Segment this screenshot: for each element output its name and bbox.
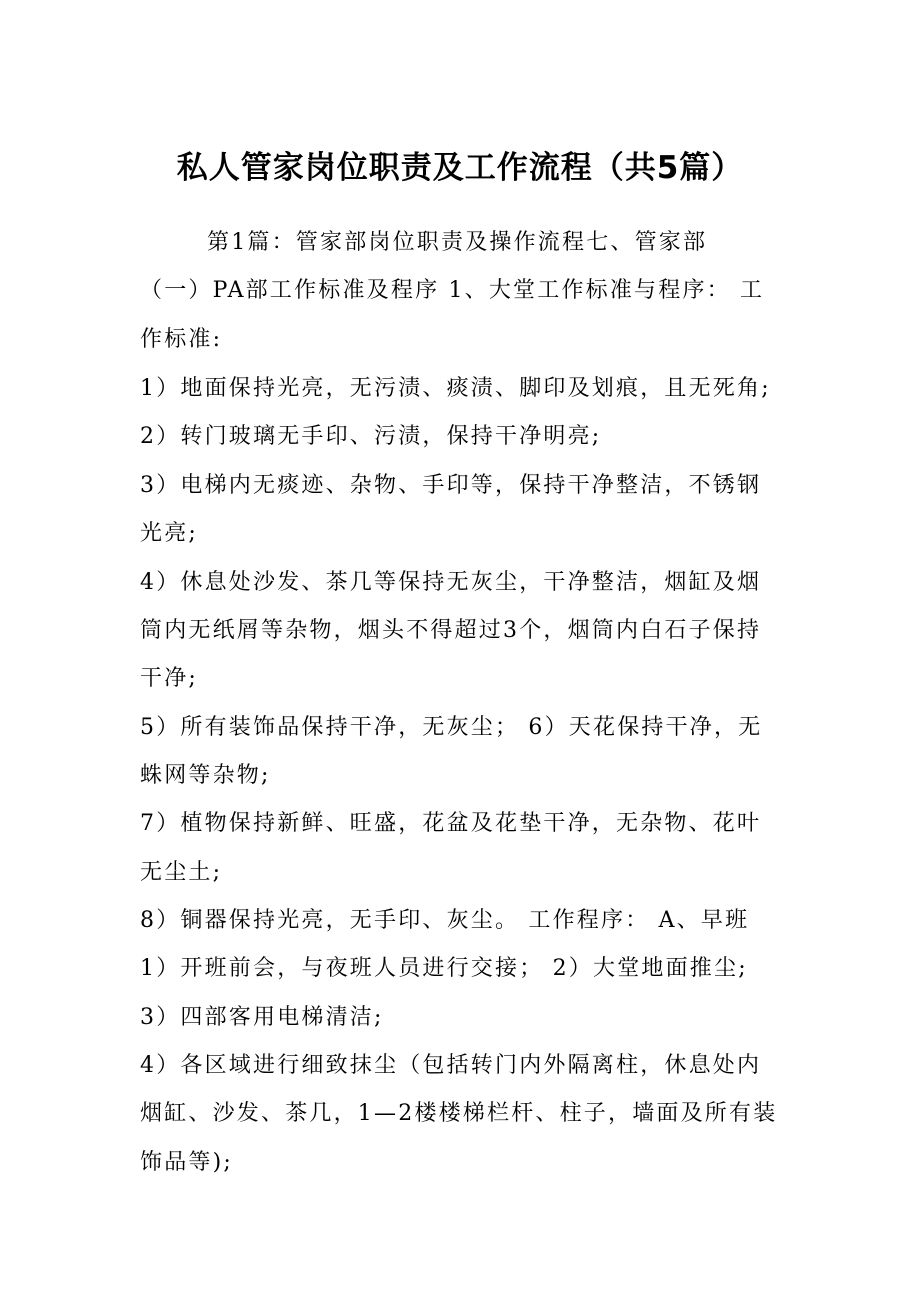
paragraph-line: 1）开班前会，与夜班人员进行交接； 2）大堂地面推尘;	[140, 956, 748, 981]
document-title: 私人管家岗位职责及工作流程（共5篇）	[176, 150, 744, 186]
paragraph-line: 作标准:	[140, 327, 223, 352]
paragraph-line: 筒内无纸屑等杂物，烟头不得超过3个，烟筒内白石子保持	[140, 618, 762, 643]
paragraph-line: 蛛网等杂物;	[140, 763, 271, 788]
paragraph-line: 光亮;	[140, 521, 199, 546]
paragraph-line: 3）电梯内无痰迹、杂物、手印等，保持干净整洁，不锈钢	[140, 473, 762, 498]
paragraph-line: 5）所有装饰品保持干净，无灰尘； 6）天花保持干净，无	[140, 715, 763, 740]
paragraph-line: 4）休息处沙发、茶几等保持无灰尘，干净整洁，烟缸及烟	[140, 570, 762, 595]
paragraph-line: 8）铜器保持光亮，无手印、灰尘。 工作程序： A、早班	[140, 908, 750, 933]
paragraph-line: 4）各区域进行细致抹尘（包括转门内外隔离柱，休息处内	[140, 1053, 762, 1078]
paragraph-line: 2）转门玻璃无手印、污渍，保持干净明亮;	[140, 424, 602, 449]
paragraph-line: 饰品等);	[140, 1150, 233, 1175]
paragraph-line: 3）四部客用电梯清洁;	[140, 1005, 384, 1030]
paragraph-line: 1）地面保持光亮，无污渍、痰渍、脚印及划痕，且无死角;	[140, 376, 771, 401]
paragraph-line: 7）植物保持新鲜、旺盛，花盆及花垫干净，无杂物、花叶	[140, 811, 762, 836]
paragraph-line: （一）PA部工作标准及程序 1、大堂工作标准与程序： 工	[140, 278, 765, 303]
paragraph-line: 烟缸、沙发、茶几，1—2楼楼梯栏杆、柱子，墙面及所有装	[140, 1101, 778, 1126]
paragraph-line: 干净;	[140, 666, 199, 691]
paragraph-line: 无尘土;	[140, 860, 223, 885]
paragraph-line: 第1篇：管家部岗位职责及操作流程七、管家部	[207, 230, 708, 255]
